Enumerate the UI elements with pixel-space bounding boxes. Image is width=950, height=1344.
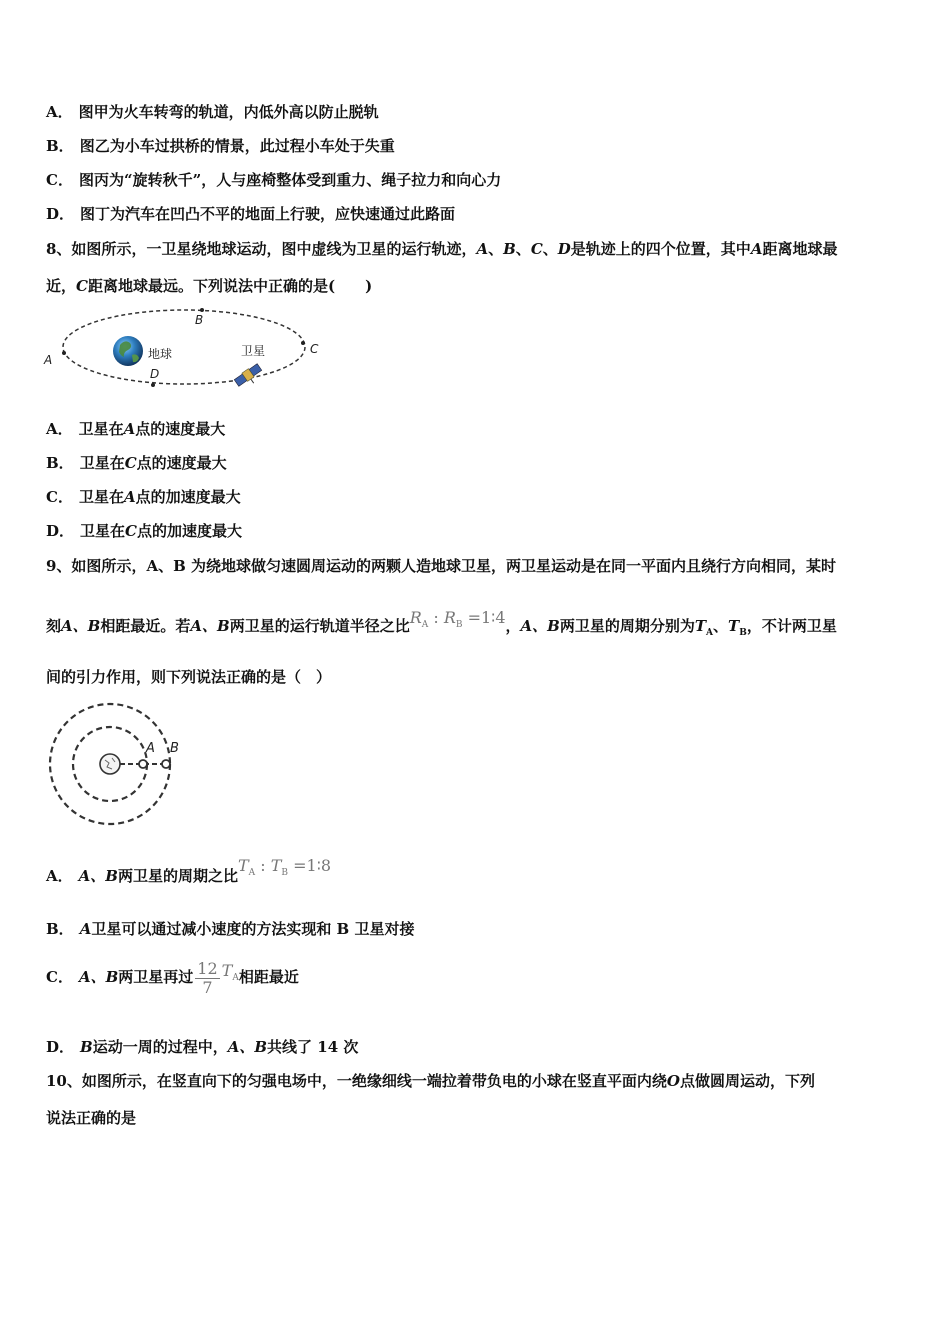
satellite-label: 卫星 [241,344,266,358]
option-text: 图丁为汽车在凹凸不平的地面上行驶，应快速通过此路面 [80,205,456,223]
earth-icon [100,754,120,774]
option-label: C． [46,968,73,986]
point-label: C [530,240,543,258]
period-symbol: T [694,617,707,635]
stem-text: 、 [515,240,531,258]
option-label: A． [46,867,73,885]
period-ratio-formula: $T_A$ : $T_B$ =1∶8 [237,856,332,878]
point-label: A [476,240,489,258]
point-label: C [124,454,137,472]
option-label: C． [46,488,73,506]
option-text: 卫星可以通过减小速度的方法实现和 B 卫星对接 [91,920,415,938]
option-text: 共线了 14 次 [267,1038,359,1056]
q8-stem-line1 [46,239,837,259]
option-text: 两卫星再过 [118,968,194,986]
point-label: A、B [61,617,101,635]
period-subscript: B [739,628,747,638]
point-label: C [76,277,88,295]
q8-option-c [46,487,241,507]
point-c-marker [301,341,305,345]
q8-stem-line2 [46,276,372,296]
option-text: 卫星在 [80,522,126,540]
q7-option-c [46,170,501,190]
label-b: B [195,313,204,327]
q7-option-d [46,204,455,224]
satellite-a [139,760,147,768]
option-text: 图乙为小车过拱桥的情景，此过程小车处于失重 [79,137,395,155]
point-label: A、B [227,1038,268,1056]
q10-stem-line2 [46,1108,136,1128]
q9-stem-line3 [46,667,331,687]
stem-text: 10、如图所示，在竖直向下的匀强电场中，一绝缘细线一端拉着带负电的小球在竖直平面内绕 [46,1072,667,1090]
option-label: B． [46,454,74,472]
point-label: B [80,1038,93,1056]
q7-option-b [46,136,395,156]
q9-option-c [46,955,299,1006]
option-text: 相距最近 [238,968,299,986]
stem-text: 、 [542,240,558,258]
stem-text: 9、如图所示，A、B 为绕地球做匀速圆周运动的两颗人造地球卫星，两卫星运动是在同一平面内且绕行方向相同，某时 [46,557,836,575]
option-text: 卫星在 [79,454,125,472]
point-label: B [503,240,516,258]
q9-option-d [46,1037,358,1057]
option-text: 卫星在 [78,420,124,438]
stem-text: 是轨迹上的四个位置，其中 [570,240,751,258]
period-symbol: T [728,617,740,635]
stem-text: 8、如图所示，一卫星绕地球运动，图中虚线为卫星的运行轨迹， [46,240,477,258]
label-d: D [150,367,160,381]
option-label: A． [46,420,73,438]
option-label: D． [46,205,75,223]
q9-stem-line1 [46,556,836,576]
point-label: A [79,920,92,938]
option-text: 点的速度最大 [135,420,226,438]
stem-text: 相距最近。若 [100,617,191,635]
point-d-marker [151,383,155,387]
q7-option-a [46,102,379,122]
stem-text: 刻 [46,617,62,635]
stem-text: 两卫星的周期分别为 [559,617,695,635]
stem-text: 说法正确的是 [46,1109,137,1127]
stem-text: 间的引力作用，则下列说法正确的是（ ） [46,668,332,686]
point-label: C [125,522,137,540]
radius-ratio-formula: $R_A$ : $R_B$ =1∶4 [409,608,506,630]
stem-text: 近， [46,277,77,295]
point-label: A [750,240,763,258]
option-text: 图丙为“旋转秋千”，人与座椅整体受到重力、绳子拉力和向心力 [78,171,502,189]
point-label: A、B [190,617,230,635]
q10-stem-line1 [46,1071,815,1091]
point-a-marker [62,351,66,355]
time-fraction: $\frac{12}{7}$ [197,958,218,997]
label-a: A [44,353,53,367]
option-text: 卫星在 [78,488,124,506]
point-label: A、B [78,968,119,986]
stem-text: 距离地球最 [762,240,838,258]
satellite-icon [234,363,266,391]
option-label: D． [46,522,75,540]
satellite-b [162,760,170,768]
stem-text: 两卫星的运行轨道半径之比 [229,617,410,635]
point-label: A [123,420,136,438]
point-label: D [557,240,571,258]
orbit-path [63,310,305,384]
option-label: B． [46,137,74,155]
stem-text: 点做圆周运动，下列 [679,1072,815,1090]
option-text: 两卫星的周期之比 [117,867,238,885]
stem-text: ， [505,617,521,635]
option-label: A． [46,103,73,121]
label-c: C [310,342,319,356]
stem-text: 距离地球最远。下列说法中正确的是( ) [87,277,373,295]
option-label: C． [46,171,73,189]
stem-text: ，不计两卫星 [746,617,837,635]
earth-icon [113,336,143,366]
q9-option-a [46,856,332,897]
point-label: A、B [78,867,118,885]
earth-label: 地球 [148,347,173,361]
q8-option-b [46,453,227,473]
q9-stem-line2 [46,608,837,647]
period-subscript: A [706,628,714,638]
q8-orbit-figure [40,305,330,397]
q9-orbits-figure [44,700,194,830]
q8-option-d [46,521,242,541]
point-label: A、B [520,617,560,635]
option-text: 点的加速度最大 [135,488,241,506]
point-label: O [666,1072,680,1090]
label-b: B [170,741,179,756]
option-text: 点的速度最大 [136,454,227,472]
q8-option-a [46,419,225,439]
option-text: 图甲为火车转弯的轨道，内低外高以防止脱轨 [78,103,379,121]
stem-text: 、 [713,617,729,635]
point-b-marker [200,308,204,312]
stem-text: 、 [488,240,504,258]
q9-option-b [46,919,414,939]
option-text: 运动一周的过程中， [92,1038,228,1056]
period-symbol: $T_A$ [221,961,239,983]
option-text: 点的加速度最大 [136,522,242,540]
label-a: A [146,741,155,756]
option-label: B． [46,920,74,938]
point-label: A [123,488,136,506]
option-label: D． [46,1038,75,1056]
